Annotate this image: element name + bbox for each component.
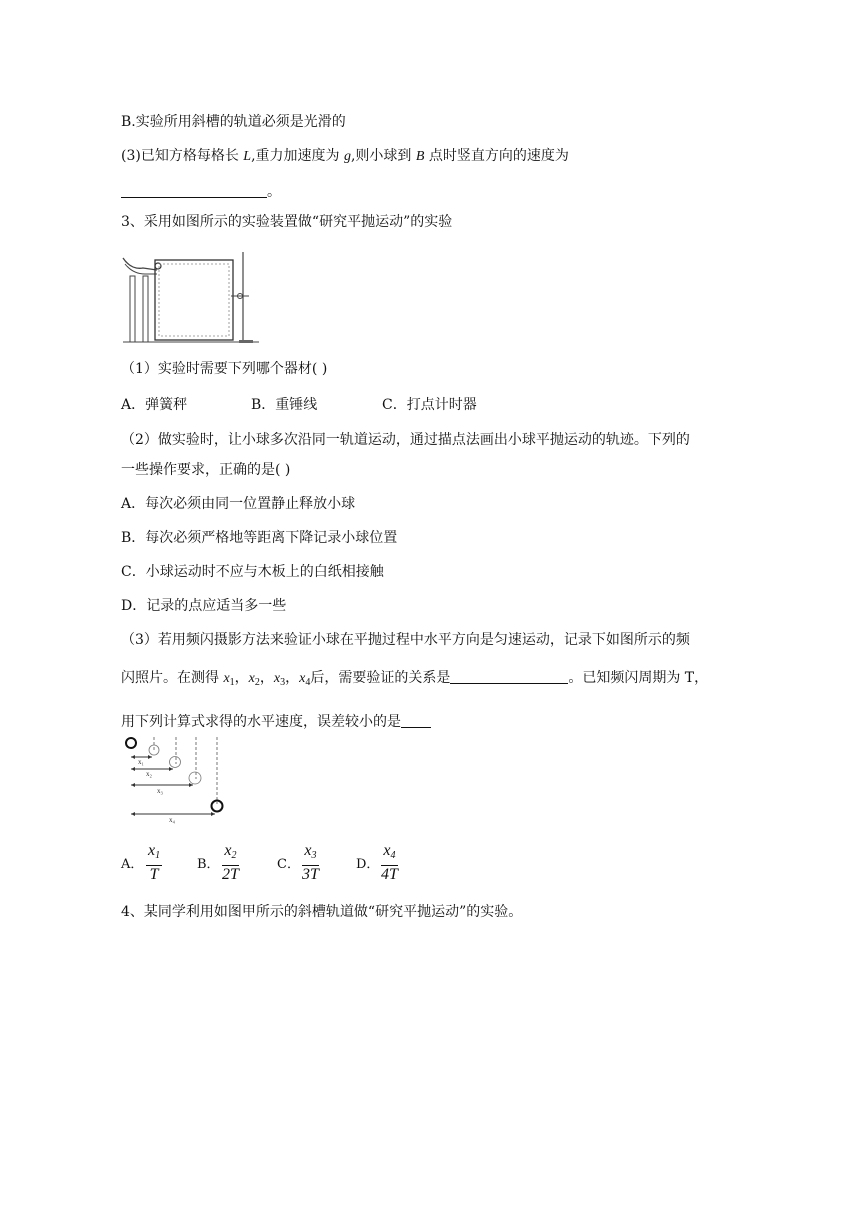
q3-p1-option-b: B．重锤线	[251, 397, 318, 413]
fraction-d	[381, 842, 398, 884]
var-x1: x	[223, 671, 230, 686]
q3-p1-option-c: C．打点计时器	[382, 397, 477, 413]
var-x2: x	[248, 671, 255, 686]
sep: ，	[285, 670, 300, 686]
frac-d-sub: 4	[390, 850, 396, 861]
q3-p3-option-d-letter: D．	[356, 857, 380, 872]
q2-part3-text-4: 点时竖直方向的速度为	[424, 148, 569, 164]
q3-p2-option-a: A．每次必须由同一位置静止释放小球	[121, 496, 356, 512]
frac-b-sub: 2	[231, 850, 237, 861]
q3-part3-line3	[121, 712, 431, 732]
frac-c-num: x	[304, 842, 312, 859]
label-x3: x₃	[157, 787, 163, 795]
fraction-b	[222, 842, 239, 884]
q3-part2-line1: （2）做实验时，让小球多次沿同一轨道运动，通过描点法画出小球平抛运动的轨迹。下列的	[121, 432, 690, 448]
frac-a-num: x	[148, 842, 156, 859]
q3-title: 3、采用如图所示的实验装置做“研究平抛运动”的实验	[121, 214, 453, 230]
var-g: g	[343, 149, 351, 164]
q3-part3-line1: （3）若用频闪摄影方法来验证小球在平抛过程中水平方向是匀速运动，记录下如图所示的频	[121, 632, 690, 648]
fraction-a	[146, 842, 162, 884]
q2-part3-text-3: ,则小球到	[350, 148, 416, 164]
q3-part3-line2	[121, 668, 708, 693]
q3-p3-option-a-letter: A．	[121, 857, 144, 872]
strobe-figure	[121, 734, 231, 828]
var-B: B	[415, 149, 425, 164]
q3-p2-option-c: C．小球运动时不应与木板上的白纸相接触	[121, 564, 384, 580]
q3-part2-line2: 一些操作要求，正确的是( )	[121, 462, 291, 478]
frac-c-sub: 3	[311, 850, 317, 861]
frac-a-den: T	[149, 866, 159, 883]
sep: ，	[234, 670, 249, 686]
end-mark: 。	[267, 184, 281, 200]
q3-p2-option-b: B．每次必须严格地等距离下降记录小球位置	[121, 530, 398, 546]
q3-part3-line3-text: 用下列计算式求得的水平速度，误差较小的是	[121, 714, 401, 730]
q3-part3-text-post: 后，需要验证的关系是	[310, 670, 451, 686]
label-x1: x₁	[138, 758, 144, 766]
label-x4: x₄	[169, 816, 175, 824]
q2-part3-text-1: (3)已知方格每格长	[121, 148, 244, 164]
sep: ，	[259, 670, 274, 686]
frac-a-sub: 1	[155, 850, 161, 861]
label-x2: x₂	[146, 770, 152, 778]
frac-c-den: 3T	[302, 866, 319, 883]
q2-part3-text-2: ,重力加速度为	[251, 148, 344, 164]
q3-p3-option-c-letter: C．	[277, 857, 300, 872]
q3-p1-option-a: A．弹簧秤	[121, 397, 188, 413]
q2-option-b: B.实验所用斜槽的轨道必须是光滑的	[121, 114, 346, 130]
sub-3: 3	[280, 677, 286, 688]
var-x4: x	[299, 671, 306, 686]
frac-d-num: x	[383, 842, 391, 859]
q3-part1: （1）实验时需要下列哪个器材( )	[121, 361, 328, 377]
frac-d-den: 4T	[381, 866, 398, 883]
apparatus-figure	[121, 240, 261, 346]
frac-b-num: x	[224, 842, 232, 859]
fraction-c	[302, 842, 319, 884]
frac-b-den: 2T	[222, 866, 239, 883]
q3-part3-text-end: 。已知频闪周期为 T，	[568, 670, 709, 686]
q2-answer-line	[121, 182, 281, 202]
sub-2: 2	[254, 677, 260, 688]
sub-1: 1	[229, 677, 235, 688]
var-L: L	[243, 149, 252, 164]
q3-part3-text-pre: 闪照片。在测得	[121, 670, 224, 686]
q3-p2-option-d: D．记录的点应适当多一些	[121, 598, 287, 614]
velocity-blank[interactable]	[401, 713, 431, 728]
q4-title: 4、某同学利用如图甲所示的斜槽轨道做“研究平抛运动”的实验。	[121, 904, 523, 920]
relation-blank[interactable]	[450, 669, 568, 684]
answer-blank[interactable]	[121, 183, 267, 198]
q2-part3	[121, 146, 569, 167]
var-x3: x	[273, 671, 281, 686]
sub-4: 4	[305, 677, 311, 688]
q3-p3-option-b-letter: B．	[197, 857, 220, 872]
